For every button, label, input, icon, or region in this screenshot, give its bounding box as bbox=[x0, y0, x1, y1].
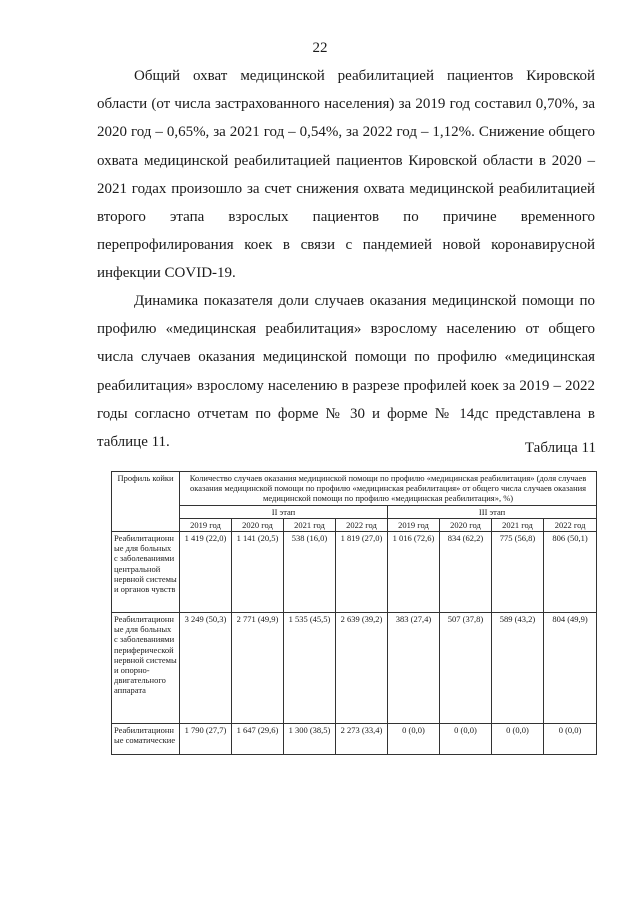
table-cell: 538 (16,0) bbox=[284, 532, 336, 613]
table-cell: 0 (0,0) bbox=[440, 724, 492, 755]
table-row bbox=[112, 724, 597, 755]
table-cell: 383 (27,4) bbox=[388, 613, 440, 724]
table-cell: 1 016 (72,6) bbox=[388, 532, 440, 613]
table-cell: 2 771 (49,9) bbox=[232, 613, 284, 724]
table-cell: 0 (0,0) bbox=[492, 724, 544, 755]
paragraph-dynamics: Динамика показателя доли случаев оказания медицинской помощи по профилю «медицинская реабилитация» взрослому населению от общего числа случаев оказания медицинской помощи по профилю «медицинская реабилитация» взрослому населению в разрезе профилей коек за 2019 – 2022 годы согласно отчетам по форме № 30 и форме № 14дс представлена в таблице 11. bbox=[97, 293, 595, 451]
table-cell: 3 249 (50,3) bbox=[180, 613, 232, 724]
table-cell: 507 (37,8) bbox=[440, 613, 492, 724]
table-cell: 1 790 (27,7) bbox=[180, 724, 232, 755]
table-cell: 1 819 (27,0) bbox=[336, 532, 388, 613]
table-cell: 1 141 (20,5) bbox=[232, 532, 284, 613]
header-year: 2021 год bbox=[492, 518, 544, 531]
paragraph-coverage: Общий охват медицинской реабилитацией пациентов Кировской области (от числа застрахованного населения) за 2019 год составил 0,70%, за 2020 год – 0,65%, за 2021 год – 0,54%, за 2022 год – 1,12%. Снижение общего охвата медицинской реабилитацией пациентов Кировской области в 2020 – 2021 годах произошло за счет снижения охвата медицинской реабилитацией второго этапа взрослых пациентов по причине временного перепрофилирования коек в связи с пандемией новой коронавирусной инфекции COVID-19. bbox=[97, 68, 595, 282]
header-year: 2019 год bbox=[388, 518, 440, 531]
table-cell: 2 639 (39,2) bbox=[336, 613, 388, 724]
table-cell: 1 647 (29,6) bbox=[232, 724, 284, 755]
row-profile: Реабилитационные для больных с заболеваниями центральной нервной системы и органов чувств bbox=[112, 532, 180, 613]
header-year: 2020 год bbox=[232, 518, 284, 531]
rehab-table bbox=[111, 471, 597, 755]
table-row bbox=[112, 613, 597, 724]
table-cell: 806 (50,1) bbox=[544, 532, 597, 613]
header-year: 2021 год bbox=[284, 518, 336, 531]
header-year: 2020 год bbox=[440, 518, 492, 531]
header-stage-3: III этап bbox=[388, 505, 597, 518]
table-cell: 1 300 (38,5) bbox=[284, 724, 336, 755]
header-stage-2: II этап bbox=[180, 505, 388, 518]
header-year: 2022 год bbox=[544, 518, 597, 531]
header-profile: Профиль койки bbox=[112, 472, 180, 532]
table-cell: 2 273 (33,4) bbox=[336, 724, 388, 755]
table-cell: 775 (56,8) bbox=[492, 532, 544, 613]
header-main: Количество случаев оказания медицинской помощи по профилю «медицинская реабилитация» (доля случаев оказания медицинской помощи по профилю «медицинская реабилитация» от общего числа случаев оказания медицинской помощи по профилю «медицинская реабилитация», %) bbox=[180, 472, 597, 506]
table-cell: 1 535 (45,5) bbox=[284, 613, 336, 724]
row-profile: Реабилитационные для больных с заболеваниями периферической нервной системы и опорно-двигательного аппарата bbox=[112, 613, 180, 724]
table-row bbox=[112, 532, 597, 613]
table-cell: 0 (0,0) bbox=[388, 724, 440, 755]
table-caption: Таблица 11 bbox=[524, 440, 596, 456]
header-year: 2022 год bbox=[336, 518, 388, 531]
table-cell: 589 (43,2) bbox=[492, 613, 544, 724]
table-cell: 0 (0,0) bbox=[544, 724, 597, 755]
table-cell: 804 (49,9) bbox=[544, 613, 597, 724]
row-profile: Реабилитационные соматические bbox=[112, 724, 180, 755]
table-cell: 1 419 (22,0) bbox=[180, 532, 232, 613]
page-number: 22 bbox=[312, 40, 328, 56]
header-year: 2019 год bbox=[180, 518, 232, 531]
table-cell: 834 (62,2) bbox=[440, 532, 492, 613]
